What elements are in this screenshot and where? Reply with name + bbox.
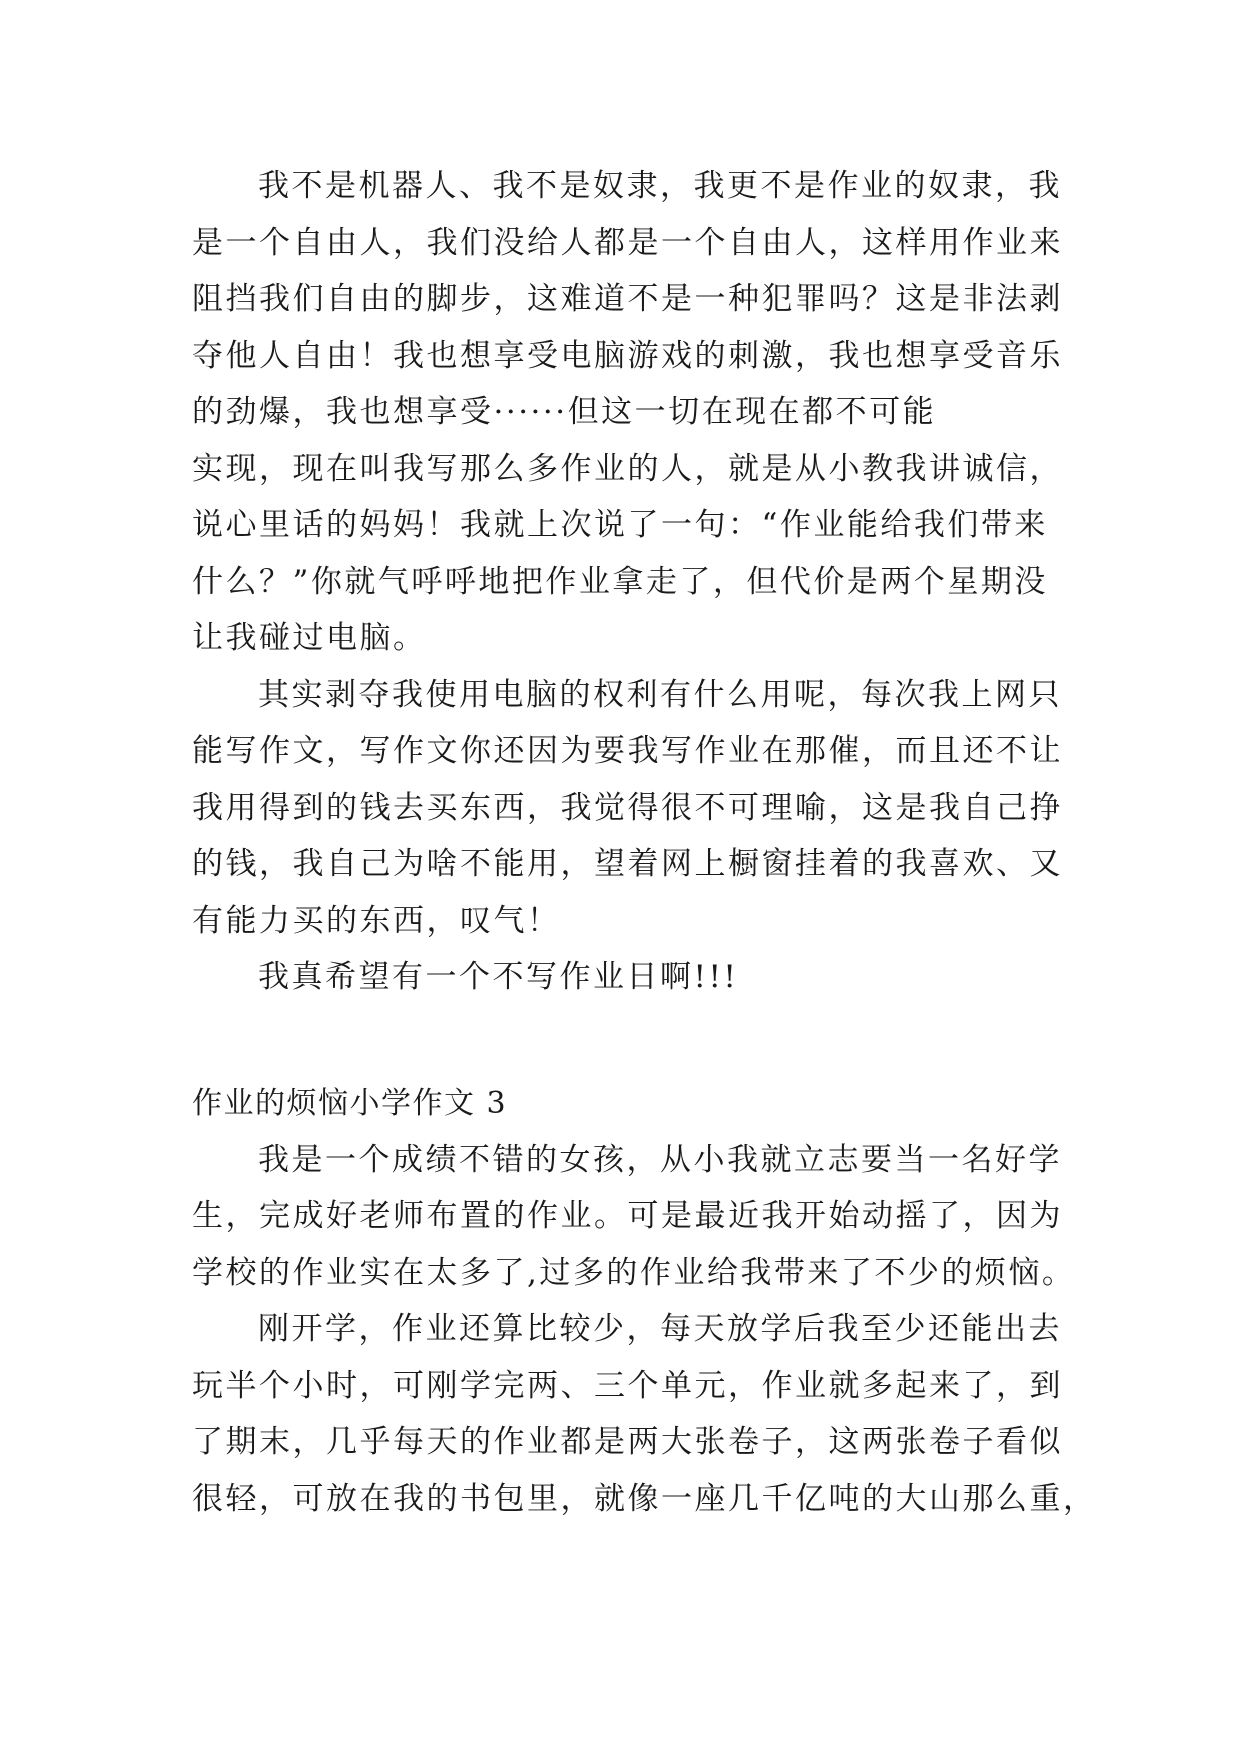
- text-line: 我不是机器人、我不是奴隶，我更不是作业的奴隶，我: [258, 168, 1062, 204]
- paragraph: [192, 949, 1052, 1006]
- text-line: 夺他人自由！我也想享受电脑游戏的刺激，我也想享受音乐: [192, 337, 1063, 374]
- text-line: 其实剥夺我使用电脑的权利有什么用呢，每次我上网只: [258, 676, 1062, 713]
- text-line: 说心里话的妈妈！我就上次说了一句：“作业能给我们带来: [192, 507, 1048, 543]
- text-line: 玩半个小时，可刚学完两、三个单元，作业就多起来了，到: [192, 1367, 1063, 1404]
- text-line: 了期末，几乎每天的作业都是两大张卷子，这两张卷子看似: [192, 1424, 1063, 1460]
- paragraph: [192, 667, 1063, 950]
- text-line: 的劲爆，我也想享受······但这一切在现在都不可能: [192, 394, 937, 430]
- paragraph: [192, 158, 1063, 667]
- section-spacer: [192, 1006, 1052, 1076]
- paragraph: [192, 1301, 1097, 1527]
- text-line: 很轻，可放在我的书包里，就像一座几千亿吨的大山那么重，: [192, 1480, 1097, 1517]
- text-line: 学校的作业实在太多了,过多的作业给我带来了不少的烦恼。: [192, 1254, 1076, 1291]
- text-line: 是一个自由人，我们没给人都是一个自由人，这样用作业来: [192, 224, 1063, 261]
- text-line: 我真希望有一个不写作业日啊!!!: [258, 959, 739, 995]
- text-line: 我是一个成绩不错的女孩，从小我就立志要当一名好学: [258, 1141, 1062, 1178]
- text-line: 实现，现在叫我写那么多作业的人，就是从小教我讲诚信，: [192, 450, 1063, 487]
- text-line: 什么？”你就气呼呼地把作业拿走了，但代价是两个星期没: [192, 563, 1048, 600]
- text-line: 阻挡我们自由的脚步，这难道不是一种犯罪吗？这是非法剥: [192, 281, 1063, 317]
- text-line: 让我碰过电脑。: [192, 620, 427, 656]
- text-line: 生，完成好老师布置的作业。可是最近我开始动摇了，因为: [192, 1198, 1063, 1234]
- text-line: 有能力买的东西，叹气！: [192, 902, 561, 939]
- text-line: 我用得到的钱去买东西，我觉得很不可理喻，这是我自己挣: [192, 789, 1063, 826]
- text-line: 刚开学，作业还算比较少，每天放学后我至少还能出去: [258, 1311, 1062, 1347]
- text-line: 的钱，我自己为啥不能用，望着网上橱窗挂着的我喜欢、又: [192, 846, 1063, 882]
- section-title: 作业的烦恼小学作文 3: [192, 1085, 508, 1121]
- document-body: [192, 158, 1097, 1527]
- text-line: 能写作文，写作文你还因为要我写作业在那催，而且还不让: [192, 733, 1063, 769]
- paragraph: [192, 1132, 1076, 1302]
